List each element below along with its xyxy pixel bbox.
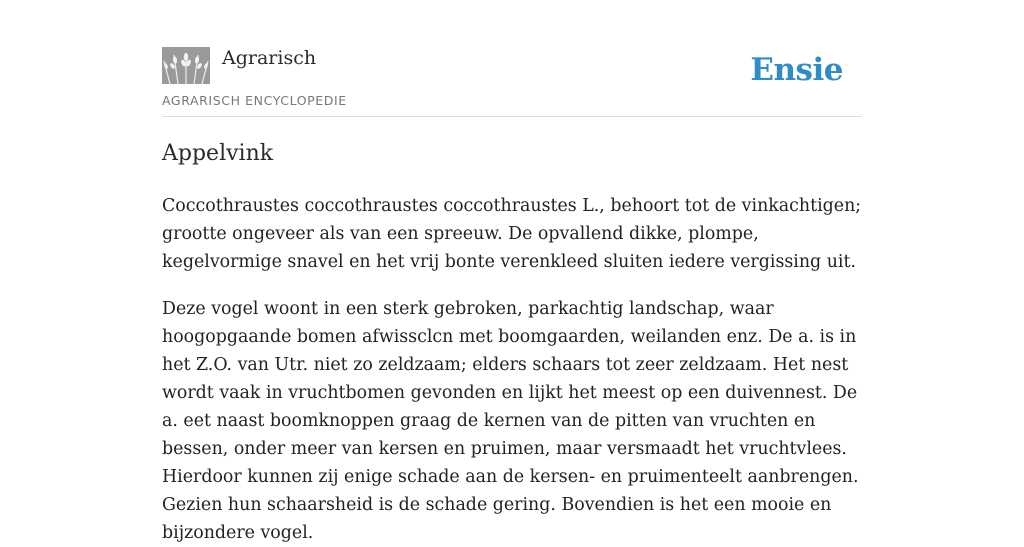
source-name[interactable]: Agrarisch	[222, 47, 317, 69]
article	[162, 138, 862, 547]
source-header	[162, 46, 862, 117]
article-title: Appelvink	[162, 141, 274, 166]
source-subtitle[interactable]: AGRARISCH ENCYCLOPEDIE	[162, 93, 347, 108]
wheat-ears-icon[interactable]	[162, 47, 210, 84]
article-paragraph: Coccothraustes coccothraustes coccothraustes L., behoort tot de vinkachtigen; grootte ongeveer als van een spreeuw. De opvallend dikke, plompe, kegelvormige snavel en het vrij bonte verenkleed sluiten iedere vergissing uit.	[162, 196, 862, 272]
article-paragraph: Deze vogel woont in een sterk gebroken, parkachtig landschap, waar hoogopgaande bomen afwissclcn met boomgaarden, weilanden enz. De a. is in het Z.O. van Utr. niet zo zeldzaam; elders schaars tot zeer zeldzaam. Het nest wordt vaak in vruchtbomen gevonden en lijkt het meest op een duivennest. De a. eet naast boomknoppen graag de kernen van de pitten van vruchten en bessen, onder meer van kersen en pruimen, maar versmaadt het vruchtvlees. Hierdoor kunnen zij enige schade aan de kersen- en pruimenteelt aanbrengen. Gezien hun schaarsheid is de schade gering. Bovendien is het een mooie en bijzondere vogel.	[162, 299, 859, 543]
ensie-logo[interactable]: Ensie	[750, 52, 843, 88]
